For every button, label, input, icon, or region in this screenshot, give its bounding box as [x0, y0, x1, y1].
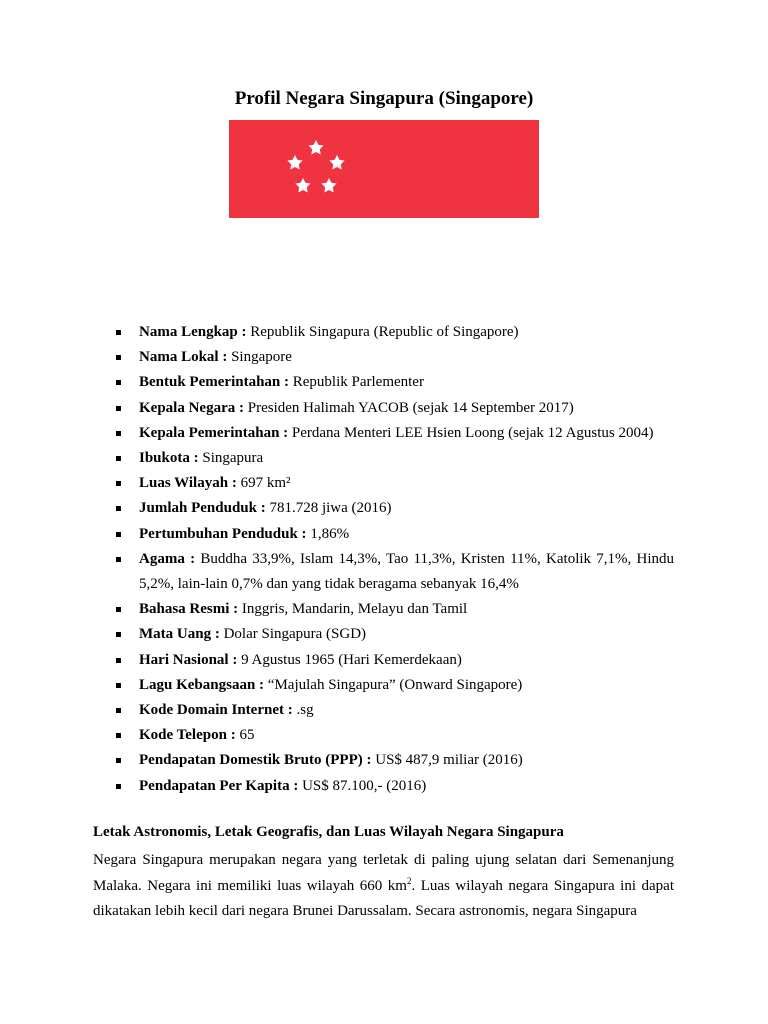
- fact-list-item: [0, 698, 768, 723]
- fact-label: Nama Lokal :: [139, 349, 228, 366]
- fact-list-item: [0, 345, 768, 370]
- fact-label: Pendapatan Per Kapita :: [139, 777, 299, 794]
- fact-value: 781.728 jiwa (2016): [269, 500, 392, 517]
- fact-list-item: [0, 370, 768, 395]
- fact-value: Buddha 33,9%, Islam 14,3%, Tao 11,3%, Kristen 11%, Katolik 7,1%, Hindu 5,2%, lain-lain 0,7% dan yang tidak beragama sebanyak 16,4%: [139, 550, 675, 593]
- paragraph-text-part-2: . Luas wilayah negara Singapura ini dapat dikatakan lebih kecil dari negara Brunei Darussalam. Secara astronomis, negara Singapura: [93, 877, 675, 919]
- section-paragraph: [93, 848, 674, 925]
- fact-value: Perdana Menteri LEE Hsien Loong (sejak 12 Agustus 2004): [291, 424, 654, 441]
- bullet-icon: [116, 431, 121, 436]
- bullet-icon: [116, 683, 121, 688]
- fact-list-item: [0, 673, 768, 698]
- bullet-icon: [116, 380, 121, 385]
- fact-value: US$ 487,9 miliar (2016): [375, 752, 523, 769]
- bullet-icon: [116, 506, 121, 511]
- country-facts-list: [0, 320, 768, 799]
- fact-label: Kepala Pemerintahan :: [139, 424, 289, 441]
- fact-label: Mata Uang :: [139, 626, 220, 643]
- bullet-icon: [116, 481, 121, 486]
- superscript-exponent: 2: [406, 875, 412, 886]
- bullet-icon: [116, 733, 121, 738]
- bullet-icon: [116, 330, 121, 335]
- fact-list-item: [0, 522, 768, 547]
- singapore-flag-image: [229, 120, 539, 218]
- fact-list-item: [0, 471, 768, 496]
- fact-list-item: [0, 648, 768, 673]
- fact-value: “Majulah Singapura” (Onward Singapore): [267, 676, 523, 693]
- fact-label: Kode Telepon :: [139, 727, 236, 744]
- fact-value: Dolar Singapura (SGD): [223, 626, 367, 643]
- bullet-icon: [116, 708, 121, 713]
- fact-label: Pertumbuhan Penduduk :: [139, 525, 307, 542]
- fact-label: Pendapatan Domestik Bruto (PPP) :: [139, 752, 372, 769]
- fact-label: Bentuk Pemerintahan :: [139, 374, 289, 391]
- fact-value: Republik Parlementer: [292, 374, 424, 391]
- fact-value: 1,86%: [310, 525, 350, 542]
- bullet-icon: [116, 532, 121, 537]
- paragraph-text-part-1: Negara Singapura merupakan negara yang terletak di paling ujung selatan dari Semenanjung Malaka. Negara ini memiliki luas wilayah 660 km: [93, 852, 674, 894]
- fact-label: Nama Lengkap :: [139, 324, 247, 340]
- flag-red-field: [229, 120, 539, 218]
- fact-value: US$ 87.100,- (2016): [302, 777, 427, 794]
- fact-label: Kode Domain Internet :: [139, 702, 293, 719]
- fact-value: 9 Agustus 1965 (Hari Kemerdekaan): [241, 651, 462, 668]
- fact-list-item: [0, 547, 768, 597]
- fact-list-item: [0, 320, 768, 345]
- fact-value: Singapore: [231, 349, 292, 366]
- fact-value: Inggris, Mandarin, Melayu dan Tamil: [241, 601, 468, 618]
- fact-value: Singapura: [202, 450, 264, 467]
- bullet-icon: [116, 557, 121, 562]
- fact-label: Lagu Kebangsaan :: [139, 676, 265, 693]
- bullet-icon: [116, 607, 121, 612]
- fact-label: Luas Wilayah :: [139, 475, 237, 492]
- bullet-icon: [116, 658, 121, 663]
- bullet-icon: [116, 758, 121, 763]
- fact-list-item: [0, 396, 768, 421]
- fact-value: .sg: [296, 702, 314, 719]
- fact-list-item: [0, 421, 768, 446]
- fact-label: Agama :: [139, 550, 196, 567]
- bullet-icon: [116, 355, 121, 360]
- bullet-icon: [116, 784, 121, 789]
- fact-label: Ibukota :: [139, 450, 199, 467]
- fact-label: Jumlah Penduduk :: [139, 500, 266, 517]
- bullet-icon: [116, 632, 121, 637]
- fact-list-item: [0, 774, 768, 799]
- fact-value: 65: [239, 727, 255, 744]
- fact-list-item: [0, 622, 768, 647]
- fact-list-item: [0, 496, 768, 521]
- bullet-icon: [116, 456, 121, 461]
- fact-value: Presiden Halimah YACOB (sejak 14 September 2017): [247, 399, 574, 416]
- bullet-icon: [116, 406, 121, 411]
- page-title: Profil Negara Singapura (Singapore): [234, 88, 534, 109]
- fact-list-item: [0, 597, 768, 622]
- fact-value: Republik Singapura (Republic of Singapore): [250, 324, 519, 340]
- fact-label: Bahasa Resmi :: [139, 601, 239, 618]
- fact-label: Hari Nasional :: [139, 651, 238, 668]
- fact-value: 697 km²: [240, 475, 291, 492]
- fact-list-item: [0, 748, 768, 773]
- flag-graphic: [229, 120, 539, 218]
- fact-label: Kepala Negara :: [139, 399, 244, 416]
- fact-list-item: [0, 446, 768, 471]
- fact-list-item: [0, 723, 768, 748]
- section-heading: Letak Astronomis, Letak Geografis, dan Luas Wilayah Negara Singapura: [93, 824, 564, 840]
